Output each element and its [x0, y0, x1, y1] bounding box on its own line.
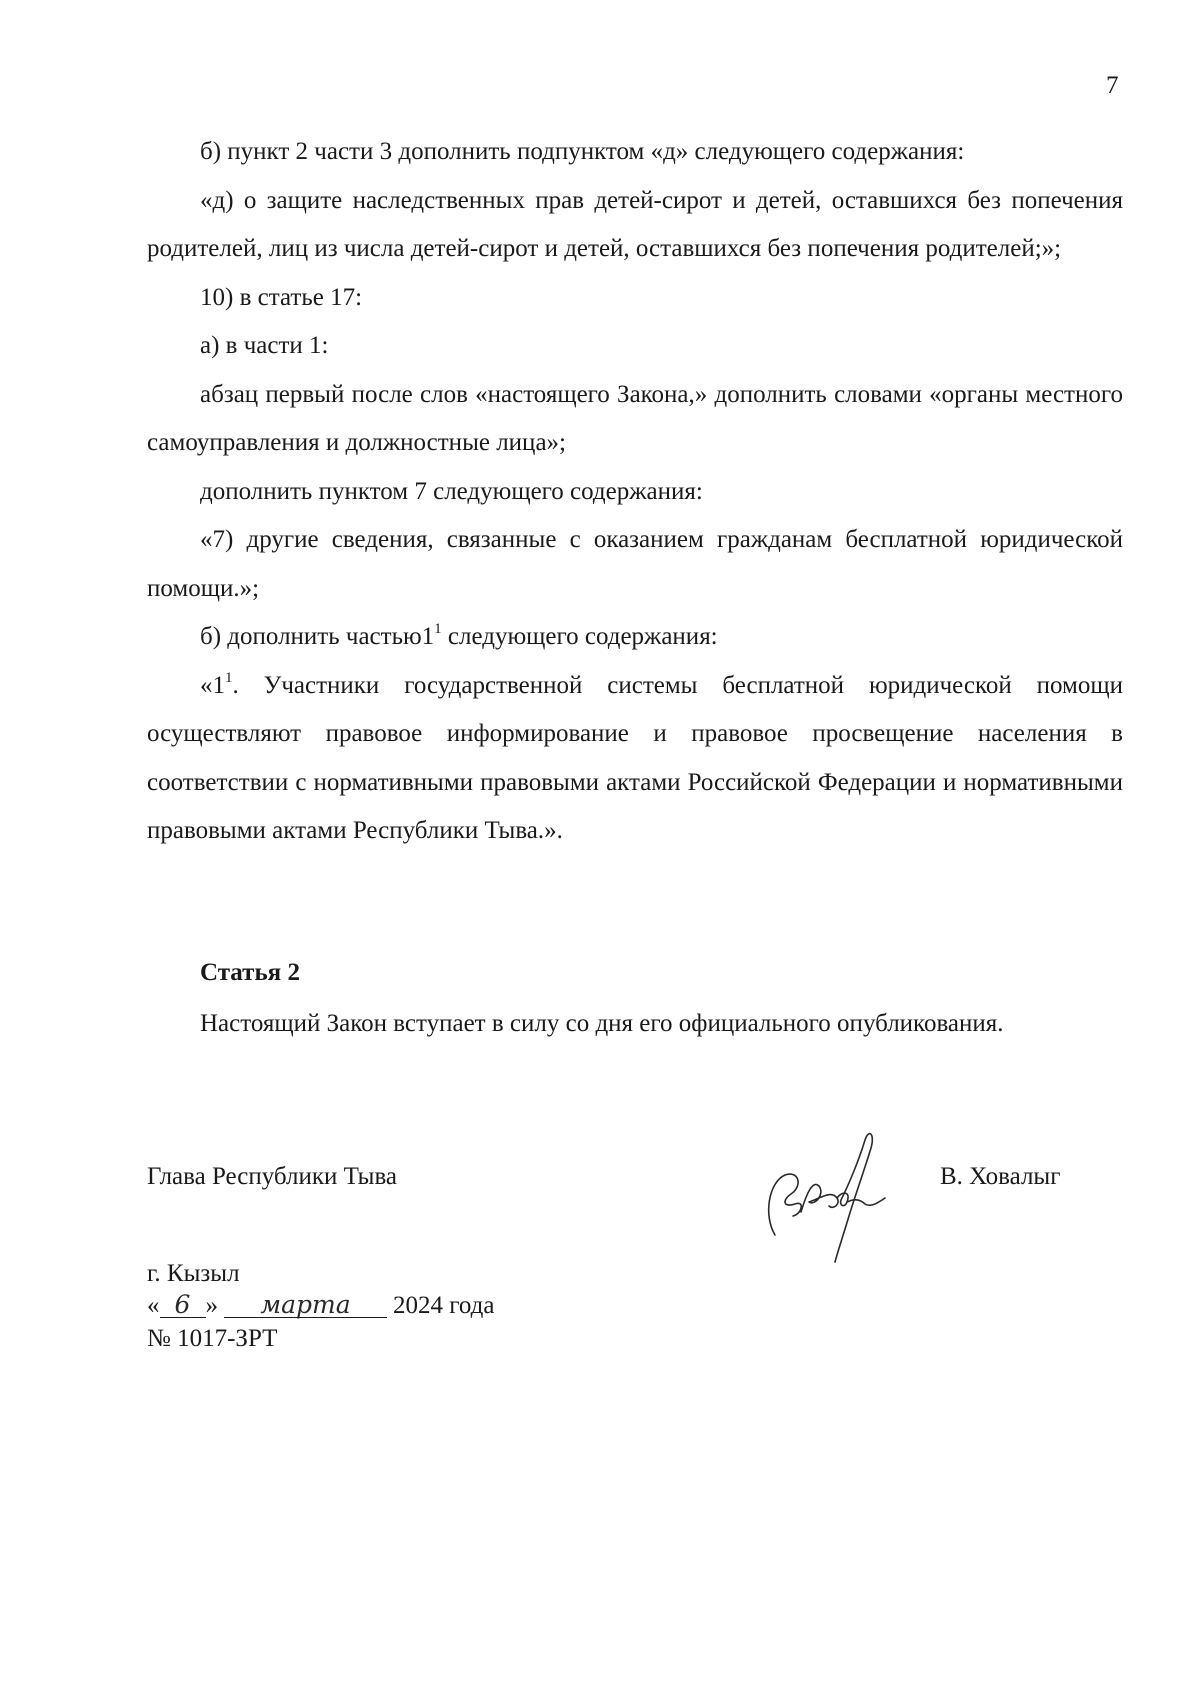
paragraph-article-17: 10) в статье 17: — [200, 283, 363, 311]
handwritten-day: 6 — [160, 1293, 206, 1318]
paragraph-amendment-b: б) пункт 2 части 3 дополнить подпунктом «д» следующего содержания: — [200, 138, 965, 165]
paragraph-part-1-1 — [147, 662, 1123, 856]
paragraph-part-1: а) в части 1: — [200, 332, 329, 359]
signer-title: Глава Республики Тыва — [147, 1163, 398, 1190]
paragraph-text: . Участники государственной системы бесплатной юридической помощи осуществляют правовое информирование и правовое просвещение населения в соответствии с нормативными правовыми актами Российской Федерации и нормативными правовыми актами Республики Тыва.». — [147, 671, 1123, 844]
paragraph-text: б) дополнить частью1 — [200, 623, 435, 650]
paragraph-point-7: «7) другие сведения, связанные с оказанием гражданам бесплатной юридической помощи.»; — [147, 526, 1123, 602]
page-number: 7 — [1106, 72, 1119, 99]
signer-name: В. Ховалыг — [940, 1163, 1061, 1190]
paragraph-first-abzac: абзац первый после слов «настоящего Закона,» дополнить словами «органы местного самоуправления и должностные лица»; — [147, 380, 1123, 456]
paragraph-add-part-1-1 — [147, 613, 1123, 662]
paragraph-text: «1 — [200, 671, 225, 699]
signing-date — [147, 1292, 494, 1320]
place-of-signing: г. Кызыл — [147, 1260, 240, 1287]
document-body — [147, 128, 1123, 856]
date-quote-open: « — [147, 1292, 160, 1319]
article-text: Настоящий Закон вступает в силу со дня его официального опубликования. — [200, 1010, 1004, 1037]
date-year: 2024 года — [393, 1292, 495, 1319]
paragraph-add-point-7: дополнить пунктом 7 следующего содержания: — [200, 477, 703, 505]
handwritten-month: марта — [224, 1293, 387, 1318]
superscript: 1 — [225, 669, 233, 686]
law-number: № 1017-ЗРТ — [147, 1325, 278, 1352]
handwritten-signature — [755, 1120, 905, 1270]
article-heading: Статья 2 — [200, 959, 300, 986]
paragraph-text: следующего содержания: — [441, 623, 718, 650]
paragraph-subpoint-d: «д) о защите наследственных прав детей-сирот и детей, оставшихся без попечения родителей, лиц из числа детей-сирот и детей, оставшихся без попечения родителей;»; — [147, 186, 1123, 262]
date-quote-close: » — [205, 1292, 218, 1319]
superscript: 1 — [434, 621, 442, 637]
